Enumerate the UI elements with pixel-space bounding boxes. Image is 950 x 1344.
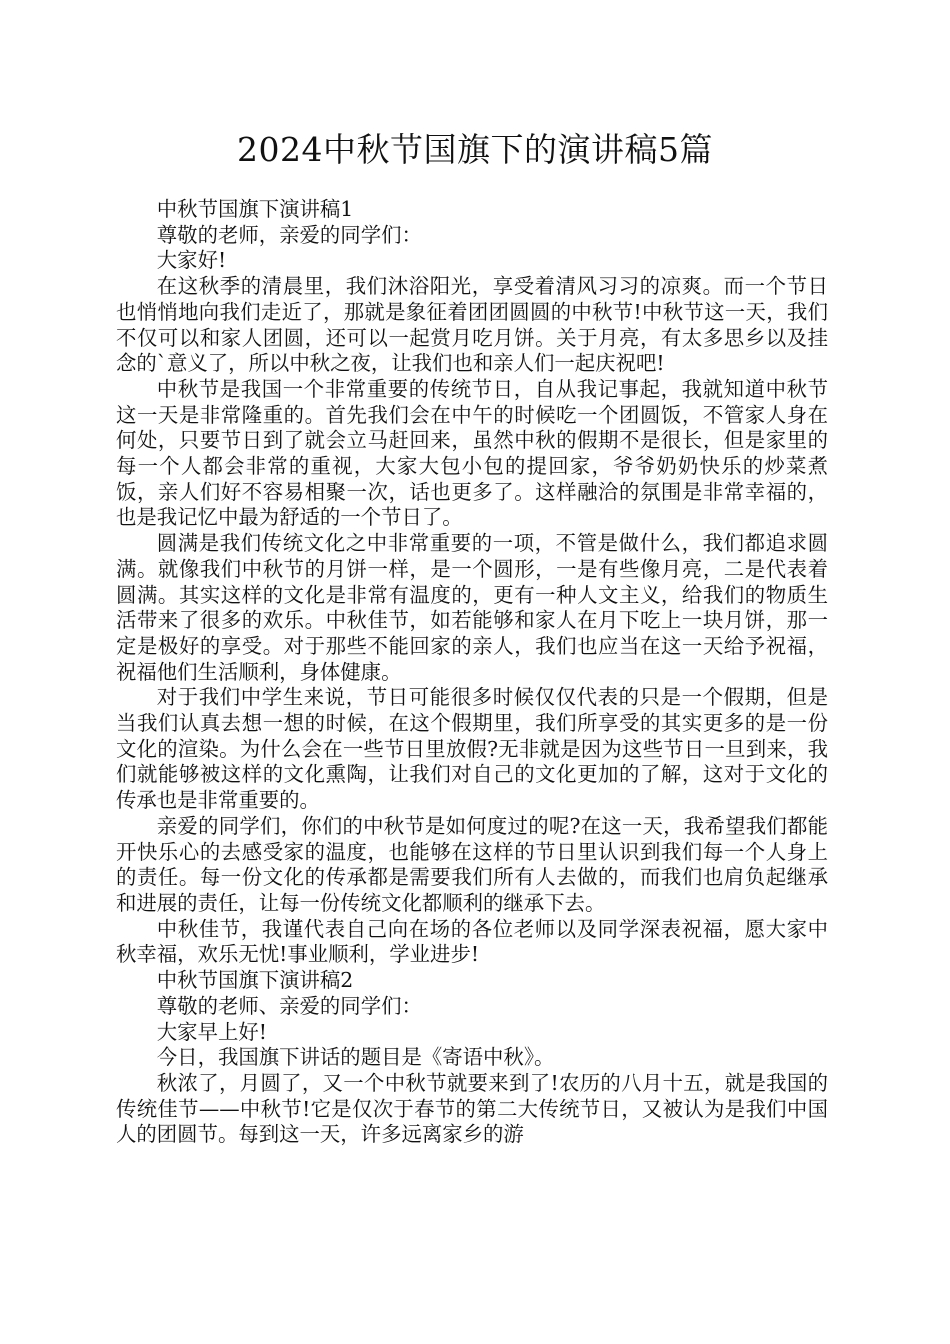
paragraph: 中秋佳节，我谨代表自己向在场的各位老师以及同学深表祝福，愿大家中秋幸福，欢乐无忧!事业顺利，学业进步! — [116, 916, 828, 967]
document-title: 2024中秋节国旗下的演讲稿5篇 — [237, 130, 713, 169]
paragraph: 在这秋季的清晨里，我们沐浴阳光，享受着清风习习的凉爽。而一个节日也悄悄地向我们走近了，那就是象征着团团圆圆的中秋节!中秋节这一天，我们不仅可以和家人团圆，还可以一起赏月吃月饼。关于月亮，有太多思乡以及挂念的`意义了，所以中秋之夜，让我们也和亲人们一起庆祝吧! — [116, 274, 828, 376]
salutation: 尊敬的老师，亲爱的同学们： — [156, 222, 422, 247]
heading-speech-1: 中秋节国旗下演讲稿1 — [156, 197, 354, 221]
paragraph: 圆满是我们传统文化之中非常重要的一项，不管是做什么，我们都追求圆满。就像我们中秋节的月饼一样，是一个圆形，一是有些像月亮，二是代表着圆满。其实这样的文化是非常有温度的，更有一种人文主义，给我们的物质生活带来了很多的欢乐。中秋佳节，如若能够和家人在月下吃上一块月饼，那一定是极好的享受。对于那些不能回家的亲人，我们也应当在这一天给予祝福，祝福他们生活顺利，身体健康。 — [116, 531, 828, 684]
paragraph: 秋浓了，月圆了，又一个中秋节就要来到了!农历的八月十五，就是我国的传统佳节——中秋节!它是仅次于春节的第二大传统节日，又被认为是我们中国人的团圆节。每到这一天，许多远离家乡的游 — [116, 1070, 828, 1147]
document-body — [116, 197, 828, 1148]
greeting: 大家好! — [156, 248, 227, 273]
paragraph: 今日，我国旗下讲话的题目是《寄语中秋》。 — [156, 1045, 555, 1070]
salutation: 尊敬的老师、亲爱的同学们： — [156, 993, 422, 1018]
paragraph: 中秋节是我国一个非常重要的传统节日，自从我记事起，我就知道中秋节这一天是非常隆重的。首先我们会在中午的时候吃一个团圆饭，不管家人身在何处，只要节日到了就会立马赶回来，虽然中秋的假期不是很长，但是家里的每一个人都会非常的重视，大家大包小包的提回家，爷爷奶奶快乐的炒菜煮饭，亲人们好不容易相聚一次，话也更多了。这样融洽的氛围是非常幸福的，也是我记忆中最为舒适的一个节日了。 — [116, 376, 828, 530]
greeting: 大家早上好! — [156, 1019, 267, 1044]
paragraph: 对于我们中学生来说，节日可能很多时候仅仅代表的只是一个假期，但是当我们认真去想一想的时候，在这个假期里，我们所享受的其实更多的是一份文化的渲染。为什么会在一些节日里放假?无非就是因为这些节日一旦到来，我们就能够被这样的文化熏陶，让我们对自己的文化更加的了解，这对于文化的传承也是非常重要的。 — [116, 685, 828, 813]
heading-speech-2: 中秋节国旗下演讲稿2 — [156, 968, 354, 993]
paragraph: 亲爱的同学们，你们的中秋节是如何度过的呢?在这一天，我希望我们都能开快乐心的去感受家的温度，也能够在这样的节日里认识到我们每一个人身上的责任。每一份文化的传承都是需要我们所有人去做的，而我们也肩负起继承和进展的责任，让每一份传统文化都顺利的继承下去。 — [116, 813, 828, 915]
